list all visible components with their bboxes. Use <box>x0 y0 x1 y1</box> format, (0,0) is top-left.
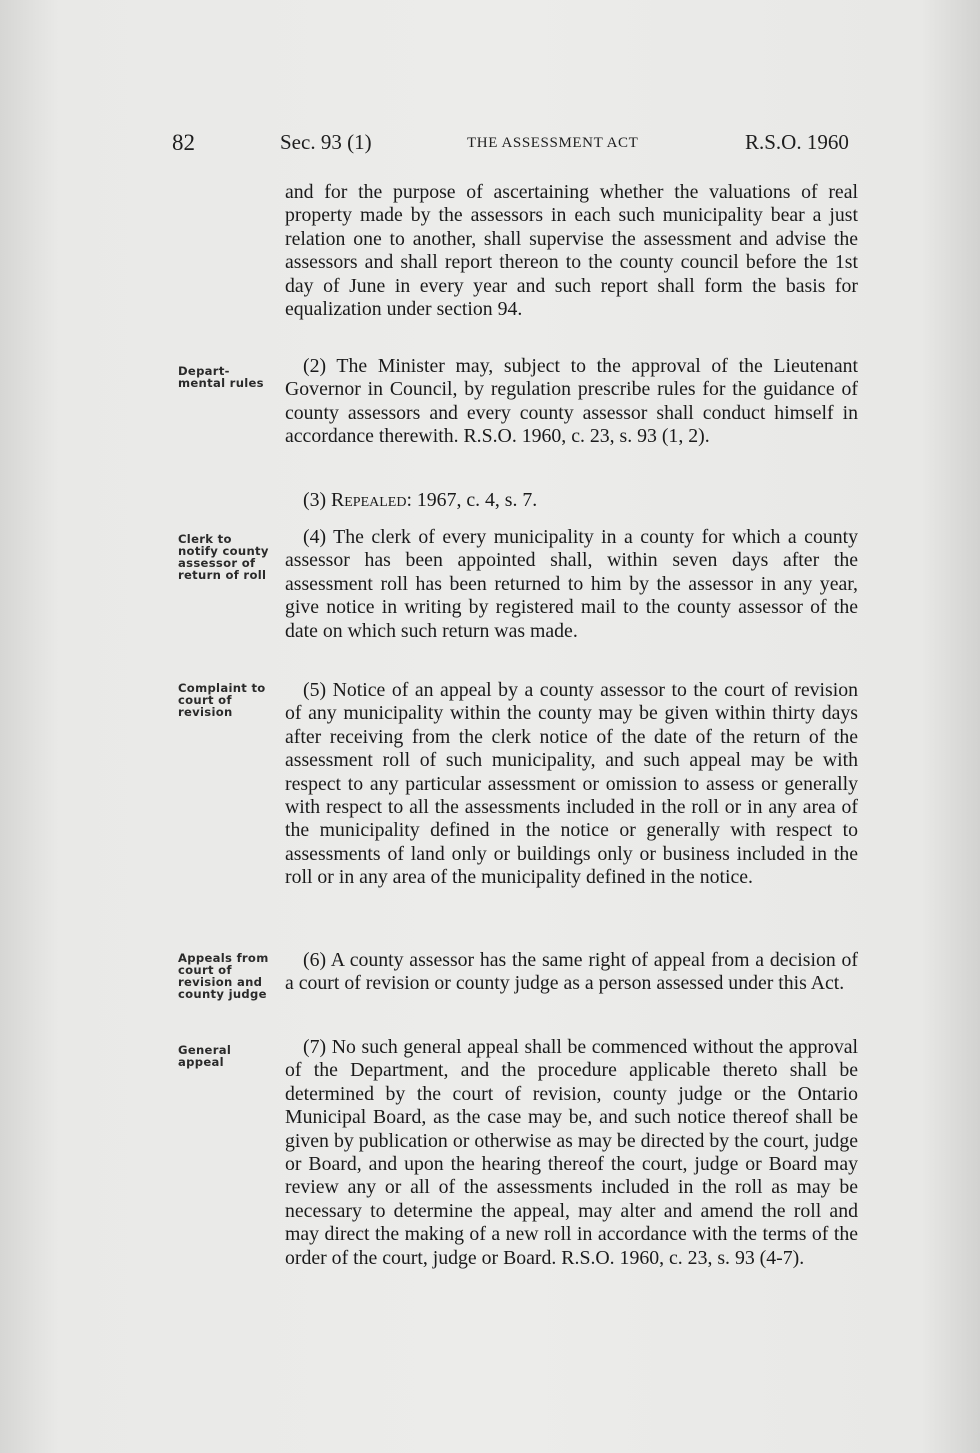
margin-note-clerk-notify: Clerk to notify county assessor of return of roll <box>178 532 269 582</box>
subsection-4: (4) The clerk of every municipality in a county for which a county assessor has been appointed shall, within seven days after the assessment roll has been returned to him by the assessor in any year, give notice in writing by registered mail to the county assessor of the date on which such return was made. <box>285 526 858 642</box>
subsection-2: (2) The Minister may, subject to the approval of the Lieutenant Governor in Council, by regulation prescribe rules for the guidance of county assessors and every county assessor shall conduct himself in accordance therewith. R.S.O. 1960, c. 23, s. 93 (1, 2). <box>285 355 858 448</box>
page-number: 82 <box>172 130 195 155</box>
statute-reference: R.S.O. 1960 <box>745 130 849 154</box>
repealed-label: Repealed <box>331 489 407 511</box>
paragraph-continuation: and for the purpose of ascertaining whether the valuations of real property made by the assessors in each such municipality bear a just relation one to another, shall supervise the assessment and advise the assessors and shall report thereon to the county council before the 1st day of June in every year and such report shall form the basis for equalization under section 94. <box>285 181 858 321</box>
section-reference: Sec. 93 (1) <box>280 130 372 154</box>
subsection-5: (5) Notice of an appeal by a county assessor to the court of revision of any municipality within the county may be given within thirty days after receiving from the clerk notice of the date of the return of the assessment roll of such municipality, and such appeal may be with respect to any particular assessment or omission to assess or generally with respect to all the assessments included in the roll or in any area of the municipality defined in the notice or generally with respect to assessments of land only or buildings only or business included in the roll or in any area of the municipality defined in the notice. <box>285 679 858 889</box>
subsection-3-number: (3) <box>303 489 327 511</box>
repealed-citation: : 1967, c. 4, s. 7. <box>406 489 538 511</box>
subsection-7: (7) No such general appeal shall be commenced without the approval of the Department, and the procedure applicable thereto shall be determined by the court of revision, county judge or the Ontario Municipal Board, as the case may be, and such notice thereof shall be given by publication or otherwise as may be directed by the court, judge or Board, and upon the hearing thereof the court, judge or Board may review any or all of the assessments included in the roll as may be necessary to determine the appeal, may alter and amend the roll and may direct the making of a new roll in accordance with the terms of the order of the court, judge or Board. R.S.O. 1960, c. 23, s. 93 (4-7). <box>285 1036 858 1269</box>
running-header <box>0 130 980 164</box>
margin-note-departmental-rules: Departmental rules <box>178 364 264 390</box>
margin-note-general-appeal: General appeal <box>178 1043 232 1069</box>
margin-note-appeals: Appeals from court of revision and county judge <box>178 951 269 1001</box>
margin-note-complaint: Complaint to court of revision <box>178 681 266 719</box>
act-title: THE ASSESSMENT ACT <box>467 135 639 151</box>
subsection-3 <box>285 489 858 512</box>
subsection-6: (6) A county assessor has the same right of appeal from a decision of a court of revision or county judge as a person assessed under this Act. <box>285 949 858 995</box>
